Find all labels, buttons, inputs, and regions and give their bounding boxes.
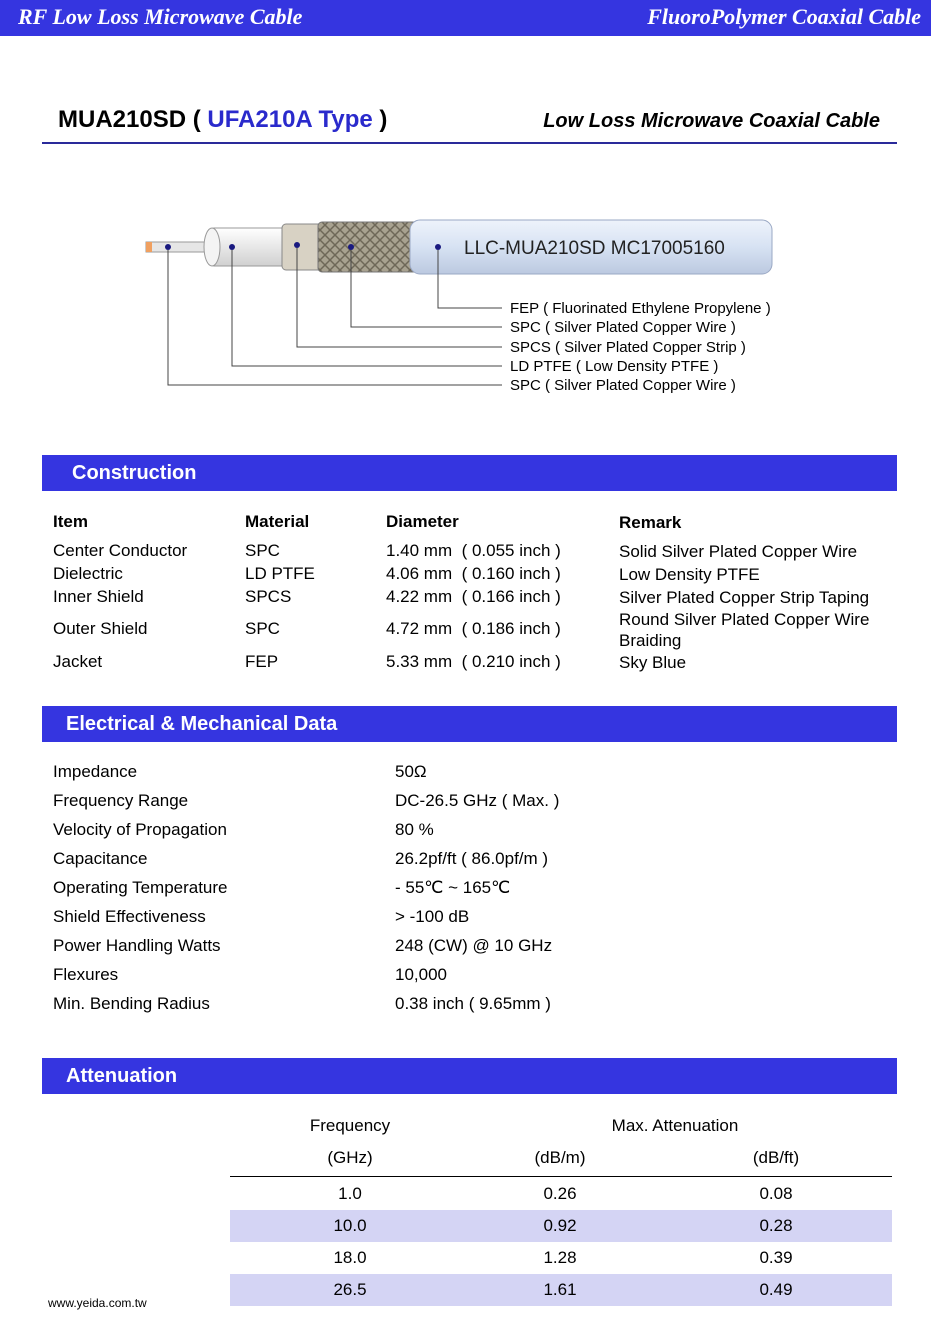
unit-ghz: (GHz) [327,1148,373,1167]
cell-diameter: 4.72 mm ( 0.186 inch ) [386,619,561,638]
cell-dbm: 1.61 [543,1280,577,1299]
cell-material: FEP [245,652,279,671]
spec-key: Capacitance [53,849,148,868]
spec-value: 248 (CW) @ 10 GHz [395,936,553,955]
cell-item: Center Conductor [53,541,188,560]
spec-key: Flexures [53,965,119,984]
paren-open: ( [186,106,208,133]
layer-dot [229,244,235,250]
cell-remark: Solid Silver Plated Copper Wire [619,542,858,561]
layer-label-strip: SPCS ( Silver Plated Copper Strip ) [510,339,746,356]
cell-diameter: 1.40 mm ( 0.055 inch ) [386,541,561,560]
spec-value: 0.38 inch ( 9.65mm ) [395,994,551,1013]
cell-item: Outer Shield [53,619,148,638]
cell-freq: 18.0 [333,1248,367,1267]
spec-value: > -100 dB [395,907,470,926]
banner-left-title: RF Low Loss Microwave Cable [18,4,303,29]
spec-key: Min. Bending Radius [53,994,210,1013]
cell-item: Dielectric [53,564,123,583]
conductor-tip [146,242,152,252]
spec-value: - 55℃ ~ 165℃ [395,878,511,897]
spec-key: Power Handling Watts [53,936,221,955]
spec-key: Impedance [53,762,138,781]
electrical-header: Electrical & Mechanical Data [42,706,897,742]
layer-label-jacket: FEP ( Fluorinated Ethylene Propylene ) [510,300,771,317]
freq-header: Frequency [309,1116,391,1135]
table-row [230,1178,892,1210]
dielectric-layer [210,228,290,266]
cell-remark: Low Density PTFE [619,565,760,584]
spec-key: Velocity of Propagation [53,820,227,839]
title-rule [42,142,897,144]
cell-dbm: 1.28 [543,1248,577,1267]
top-banner [0,0,931,36]
cell-remark: Silver Plated Copper Strip Taping [619,588,870,607]
layer-dot [348,244,354,250]
construction-header: Construction [42,455,897,491]
cell-dbft: 0.49 [759,1280,793,1299]
cell-remark: Sky Blue [619,653,687,672]
cell-dbft: 0.28 [759,1216,793,1235]
cell-remark: Round Silver Plated Copper Wire Braiding [619,610,870,650]
spec-key: Operating Temperature [53,878,228,897]
cell-item: Jacket [53,652,103,671]
cell-diameter: 4.22 mm ( 0.166 inch ) [386,587,561,606]
table-row [230,1210,892,1242]
cable-diagram [0,200,931,420]
col-diameter: Diameter [386,512,459,531]
footer-url[interactable]: www.yeida.com.tw [48,1296,147,1310]
layer-dot [294,242,300,248]
cable-print-text: LLC-MUA210SD MC17005160 [464,238,725,259]
cell-material: SPCS [245,587,292,606]
col-item: Item [53,512,88,531]
spec-value: 80 % [395,820,434,839]
spec-value: 50Ω [395,762,427,781]
model-name: MUA210SD [58,106,187,133]
col-remark: Remark [619,513,682,532]
cell-material: SPC [245,541,280,560]
cell-freq: 1.0 [338,1184,362,1203]
layer-label-braid: SPC ( Silver Plated Copper Wire ) [510,319,736,336]
cell-material: SPC [245,619,280,638]
banner-right-title: FluoroPolymer Coaxial Cable [647,4,921,29]
table-row [230,1242,892,1274]
unit-dbft: (dB/ft) [752,1148,800,1167]
product-subtitle: Low Loss Microwave Coaxial Cable [543,110,880,132]
layer-label-dielectric: LD PTFE ( Low Density PTFE ) [510,358,719,375]
dielectric-end [204,228,220,266]
cell-dbft: 0.08 [759,1184,793,1203]
cell-diameter: 4.06 mm ( 0.160 inch ) [386,564,561,583]
header-rule [230,1176,892,1177]
unit-dbm: (dB/m) [534,1148,586,1167]
cell-material: LD PTFE [245,564,315,583]
col-material: Material [245,512,310,531]
cell-freq: 10.0 [333,1216,367,1235]
cell-freq: 26.5 [333,1280,367,1299]
attenuation-header: Attenuation [42,1058,897,1094]
spec-value: 26.2pf/ft ( 86.0pf/m ) [395,849,549,868]
cell-dbm: 0.26 [543,1184,577,1203]
cell-diameter: 5.33 mm ( 0.210 inch ) [386,652,561,671]
layer-label-conductor: SPC ( Silver Plated Copper Wire ) [510,377,736,394]
spec-value: DC-26.5 GHz ( Max. ) [395,791,560,810]
max-att-header: Max. Attenuation [611,1116,739,1135]
spec-value: 10,000 [395,965,447,984]
center-conductor [146,242,206,252]
cell-item: Inner Shield [53,587,144,606]
paren-close: ) [372,106,388,133]
layer-dot [435,244,441,250]
spec-key: Shield Effectiveness [53,907,206,926]
product-title [58,106,387,134]
layer-dot [165,244,171,250]
table-row [230,1274,892,1306]
cell-dbm: 0.92 [543,1216,577,1235]
spec-key: Frequency Range [53,791,189,810]
cell-dbft: 0.39 [759,1248,793,1267]
type-name: UFA210A Type [207,106,373,133]
